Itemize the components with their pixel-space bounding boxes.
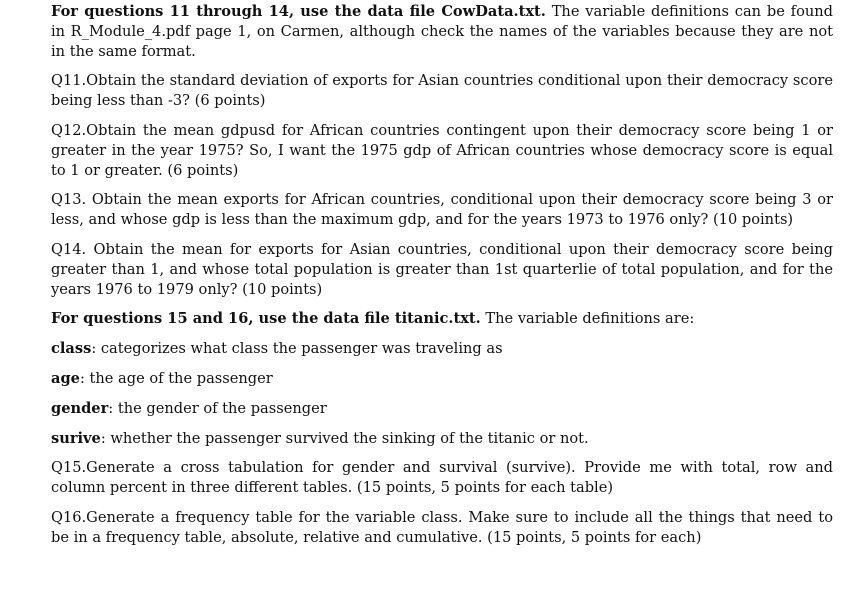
question-14: Q14. Obtain the mean for exports for Asian countries, conditional upon their democracy score being greater than 1, and whose total population is greater than 1st quarterlie of total population, and for the years 1976 to 1979 only? (10 points) xyxy=(51,240,833,298)
section-rest-cowdata: The variable definitions can be found in R_Module_4.pdf page 1, on Carmen, although check the names of the variables because they are not in the same format. xyxy=(51,3,833,60)
definition-term: class xyxy=(51,340,92,358)
section-lead-titanic: For questions 15 and 16, use the data file titanic.txt. xyxy=(51,310,481,328)
definition-age xyxy=(51,369,833,389)
question-16: Q16.Generate a frequency table for the variable class. Make sure to include all the things that need to be in a frequency table, absolute, relative and cumulative. (15 points, 5 points for each) xyxy=(51,508,833,546)
definition-desc: : the age of the passenger xyxy=(79,369,273,387)
section-intro-titanic xyxy=(51,309,833,329)
question-13: Q13. Obtain the mean exports for African countries, conditional upon their democracy score being 3 or less, and whose gdp is less than the maximum gdp, and for the years 1973 to 1976 only? (10 points) xyxy=(51,191,833,229)
question-11: Q11.Obtain the standard deviation of exports for Asian countries conditional upon their democracy score being less than -3? (6 points) xyxy=(51,72,833,110)
definition-desc: : whether the passenger survived the sinking of the titanic or not. xyxy=(100,429,589,447)
section-lead-cowdata: For questions 11 through 14, use the data file CowData.txt. xyxy=(51,3,546,20)
question-15: Q15.Generate a cross tabulation for gender and survival (survive). Provide me with total, row and column percent in three different tables. (15 points, 5 points for each table) xyxy=(51,459,833,497)
definition-term: surive xyxy=(51,429,101,447)
question-12: Q12.Obtain the mean gdpusd for African countries contingent upon their democracy score being 1 or greater in the year 1975? So, I want the 1975 gdp of African countries whose democracy score is equal to 1 or greater. (6 points) xyxy=(51,121,833,179)
document-body xyxy=(51,2,833,558)
definition-desc: : the gender of the passenger xyxy=(108,399,327,417)
definition-term: gender xyxy=(51,399,109,417)
definition-term: age xyxy=(51,369,80,387)
definition-gender xyxy=(51,399,833,419)
section-rest-titanic: The variable definitions are: xyxy=(480,310,695,328)
definition-class xyxy=(51,339,833,359)
definition-desc: : categorizes what class the passenger was traveling as xyxy=(91,340,503,358)
definition-surive xyxy=(51,429,833,449)
section-intro-cowdata xyxy=(51,2,833,61)
